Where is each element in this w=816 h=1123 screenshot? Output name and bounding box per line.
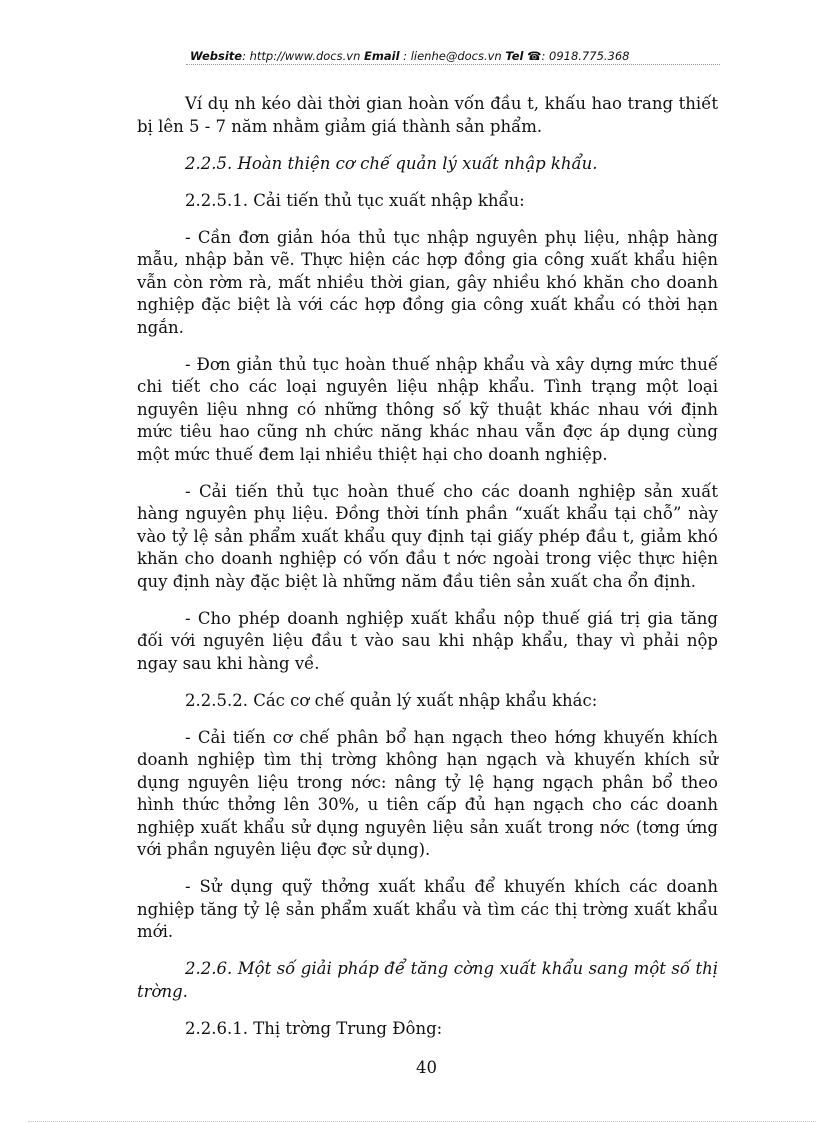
section-heading-2-2-5: 2.2.5. Hoàn thiện cơ chế quản lý xuất nhập khẩu. <box>185 153 598 173</box>
subsection-heading-2-2-6-1: 2.2.6.1. Thị trờng Trung Đông: <box>185 1018 443 1038</box>
paragraph: - Cải tiến cơ chế phân bổ hạn ngạch theo hớng khuyến khích doanh nghiệp tìm thị trờng không hạn ngạch và khuyến khích sử dụng nguyên liệu trong nớc: nâng tỷ lệ hạng ngạch phân bổ theo hình thức thởng lên 30%, u tiên cấp đủ hạn ngạch cho các doanh nghiệp xuất khẩu sử dụng nguyên liệu sản xuất trong nớc (tơng ứng với phần nguyên liệu đợc sử dụng). <box>137 727 718 859</box>
document-body <box>137 93 718 1055</box>
paragraph: Ví dụ nh kéo dài thời gian hoàn vốn đầu t, khấu hao trang thiết bị lên 5 - 7 năm nhằm giảm giá thành sản phẩm. <box>137 94 718 136</box>
website-value[interactable]: : http://www.docs.vn <box>242 49 361 63</box>
paragraph: - Cần đơn giản hóa thủ tục nhập nguyên phụ liệu, nhập hàng mẫu, nhập bản vẽ. Thực hiện các hợp đồng gia công xuất khẩu hiện vẫn còn rờm rà, mất nhiều thời gian, gây nhiều khó khăn cho doanh nghiệp đặc biệt là với các hợp đồng gia công xuất khẩu có thời hạn ngắn. <box>137 227 718 337</box>
email-label: Email <box>364 49 400 63</box>
section-heading-2-2-6: 2.2.6. Một số giải pháp để tăng cờng xuất khẩu sang một số thị trờng. <box>137 959 718 1001</box>
email-value[interactable]: : lienhe@docs.vn <box>403 49 502 63</box>
paragraph: - Sử dụng quỹ thởng xuất khẩu để khuyến khích các doanh nghiệp tăng tỷ lệ sản phẩm xuất khẩu và tìm các thị trờng xuất khẩu mới. <box>137 877 718 941</box>
paragraph: - Cải tiến thủ tục hoàn thuế cho các doanh nghiệp sản xuất hàng nguyên phụ liệu. Đồng thời tính phần “xuất khẩu tại chỗ” này vào tỷ lệ sản phẩm xuất khẩu quy định tại giấy phép đầu t, giảm khó khăn cho doanh nghiệp có vốn đầu t nớc ngoài trong việc thực hiện quy định này đặc biệt là những năm đầu tiên sản xuất cha ổn định. <box>137 481 718 591</box>
page-bottom-edge <box>28 1121 816 1122</box>
paragraph: - Cho phép doanh nghiệp xuất khẩu nộp thuế giá trị gia tăng đối với nguyên liệu đầu t vào sau khi nhập khẩu, thay vì phải nộp ngay sau khi hàng về. <box>137 608 718 673</box>
page-header <box>190 49 670 63</box>
subsection-heading-2-2-5-2: 2.2.5.2. Các cơ chế quản lý xuất nhập khẩu khác: <box>185 690 598 710</box>
subsection-heading-2-2-5-1: 2.2.5.1. Cải tiến thủ tục xuất nhập khẩu: <box>185 190 525 210</box>
phone-icon: ☎ <box>527 49 542 63</box>
tel-value: : 0918.775.368 <box>541 49 630 63</box>
tel-label: Tel <box>505 49 524 63</box>
paragraph: - Đơn giản thủ tục hoàn thuế nhập khẩu và xây dựng mức thuế chi tiết cho các loại nguyên liệu nhập khẩu. Tình trạng một loại nguyên liệu nhng có những thông số kỹ thuật khác nhau với định mức tiêu hao cũng nh chức năng khác nhau vẫn đợc áp dụng cùng một mức thuế đem lại nhiều thiệt hại cho doanh nghiệp. <box>137 354 718 464</box>
page-number: 40 <box>416 1058 437 1077</box>
header-rule <box>186 64 720 65</box>
website-label: Website <box>190 49 243 63</box>
